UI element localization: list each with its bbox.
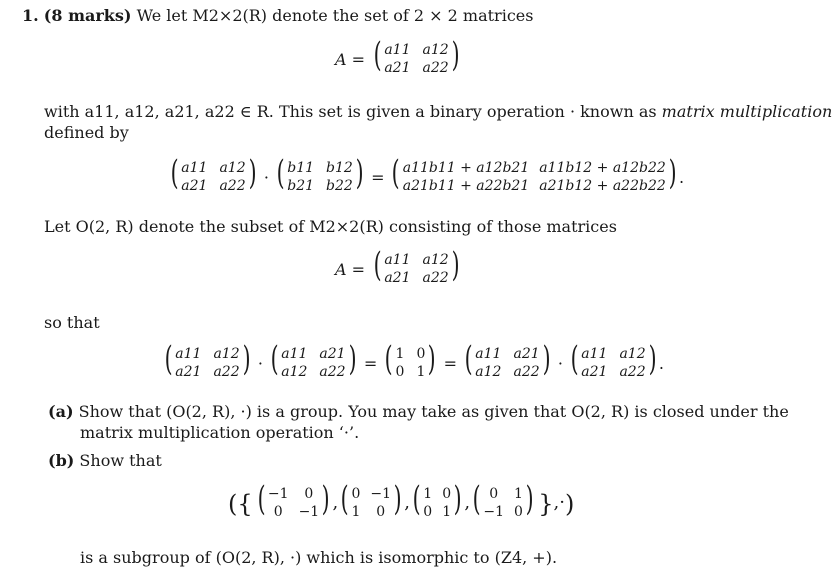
subgroup-matrix-2: ( 0 −1 1 0 ) bbox=[340, 479, 402, 520]
intro-text: We let M2×2(R) denote the set of 2 × 2 matrices bbox=[136, 6, 534, 25]
subgroup-matrix-3: ( 1 0 0 1 ) bbox=[412, 479, 462, 520]
part-b bbox=[48, 451, 162, 471]
matrix-b: ( b11 b12 b21 b22 ) bbox=[276, 153, 364, 194]
orthogonality-condition: ( a11 a12 a21 a22 ) · ( a11 a21 a12 a22 ) = ( 1 0 0 1 ) = ( a11 a21 a12 a22 ) · ( a11 a12 a21 a22 ) . bbox=[162, 344, 664, 383]
part-b-line2: is a subgroup of (O(2, R), ·) which is isomorphic to (Z4, +). bbox=[80, 548, 558, 567]
subset-line: Let O(2, R) denote the subset of M2×2(R) consisting of those matrices bbox=[44, 217, 617, 236]
question-marks: (8 marks) bbox=[43, 6, 132, 25]
product-definition: ( a11 a12 a21 a22 ) · ( b11 b12 b21 b22 ) = ( a11b11 + a12b21 a11b12 + a12b22 a21b11 + a22b21 a21b12 + a22b22 ) . bbox=[168, 158, 684, 197]
part-a bbox=[48, 402, 789, 422]
question-number: 1. bbox=[22, 6, 39, 25]
subgroup-matrix-4: ( 0 1 −1 0 ) bbox=[472, 479, 534, 520]
part-b-label: (b) bbox=[48, 451, 75, 470]
matrix-A-definition bbox=[335, 35, 462, 79]
subgroup-matrix-1: ( −1 0 0 −1 ) bbox=[257, 479, 330, 520]
identity-matrix: ( 1 0 0 1 ) bbox=[384, 339, 436, 380]
question-header bbox=[22, 6, 533, 26]
lhs-A: A = bbox=[335, 49, 366, 69]
part-a-line2: matrix multiplication operation ‘·’. bbox=[80, 423, 360, 442]
part-a-line1: Show that (O(2, R), ·) is a group. You may take as given that O(2, R) is closed under the bbox=[78, 402, 789, 421]
part-a-label: (a) bbox=[48, 402, 74, 421]
defined-by: defined by bbox=[44, 123, 129, 142]
matrix-A: ( a11 a12 a21 a22 ) bbox=[373, 35, 460, 76]
with-line: with a11, a12, a21, a22 ∈ R. This set is given a binary operation · known as matrix multiplication bbox=[44, 102, 832, 121]
matrix-A-2: ( a11 a12 a21 a22 ) bbox=[373, 245, 460, 286]
matrix-multiplication-term: matrix multiplication bbox=[661, 102, 832, 121]
matrix-a: ( a11 a12 a21 a22 ) bbox=[170, 153, 257, 194]
part-b-line1: Show that bbox=[79, 451, 162, 470]
so-that: so that bbox=[44, 313, 100, 332]
matrix-A-definition-2: A = ( a11 a12 a21 a22 ) bbox=[335, 250, 462, 289]
matrix-product: ( a11b11 + a12b21 a11b12 + a12b22 a21b11 + a22b21 a21b12 + a22b22 ) bbox=[392, 153, 677, 194]
subgroup-set: ( { ( −1 0 0 −1 ) , ( 0 −1 1 0 ) , ( 1 0 0 1 ) , ( 0 1 −1 0 ) } ,· ) bbox=[228, 484, 574, 523]
